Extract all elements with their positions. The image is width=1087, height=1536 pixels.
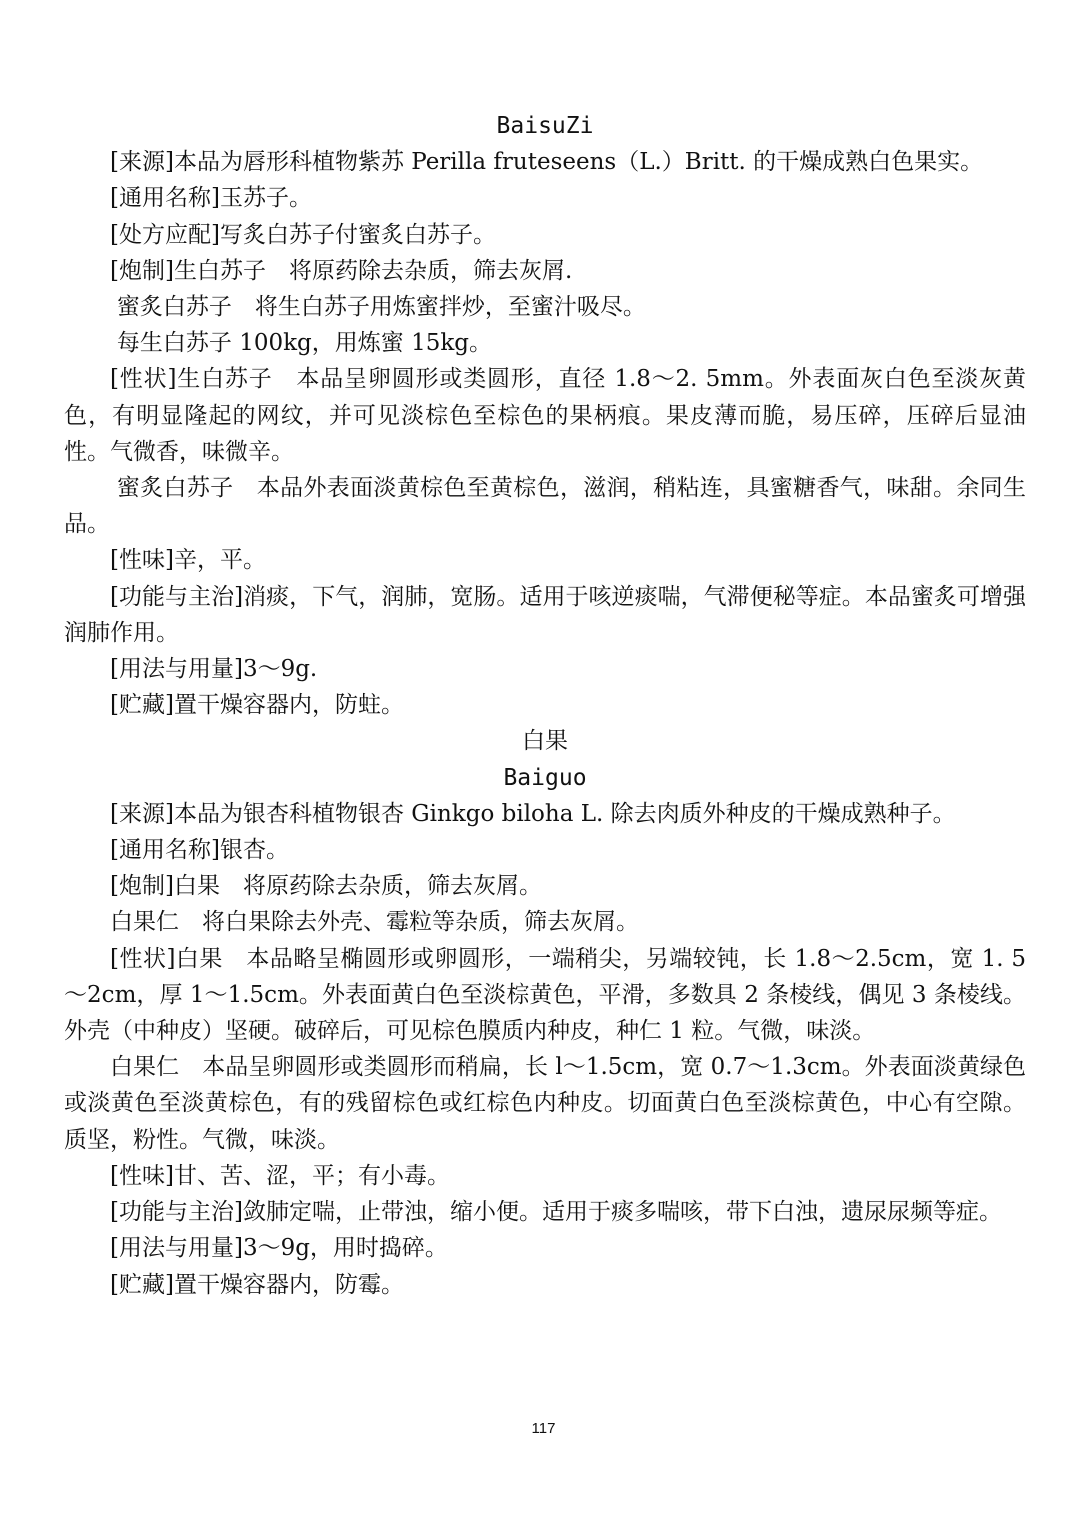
entry1-storage: [贮藏]置干燥容器内，防蛀。 [110, 692, 404, 719]
entry1-common-name: [通用名称]玉苏子。 [110, 185, 312, 212]
entry1-source: [来源]本品为唇形科植物紫苏 Perilla fruteseens（L.）Britt. 的干燥成熟白色果实。 [110, 149, 984, 176]
entry2-taste: [性味]甘、苦、涩，平；有小毒。 [110, 1162, 450, 1189]
entry2-description: [性状]白果 本品略呈椭圆形或卵圆形，一端稍尖，另端较钝，长 1.8～2.5cm，宽 1. 5～2cm，厚 1～1.5cm。外表面黄白色至淡棕黄色，平滑，多数具 2 条棱线，偶见 3 条棱线。外壳（中种皮）坚硬。破碎后，可见棕色膜质内种皮，种仁 1 粒。气微，味淡。 [64, 945, 1026, 1045]
entry2-processing: [炮制]白果 将原药除去杂质，筛去灰屑。 [110, 873, 542, 900]
entry2-dosage: [用法与用量]3～9g，用时捣碎。 [110, 1235, 448, 1262]
entry1-description-honey: 蜜炙白苏子 本品外表面淡黄棕色至黄棕色，滋润，稍粘连，具蜜糖香气，味甜。余同生品。 [64, 475, 1026, 538]
page-number: 117 [531, 1420, 556, 1437]
entry1-description: [性状]生白苏子 本品呈卵圆形或类圆形，直径 1.8～2. 5mm。外表面灰白色至淡灰黄色，有明显隆起的网纹，并可见淡棕色至棕色的果柄痕。果皮薄而脆，易压碎，压碎后显油性。气微香，味微辛。 [64, 366, 1026, 465]
entry2-description-kernel: 白果仁 本品呈卵圆形或类圆形而稍扁，长 l～1.5cm，宽 0.7～1.3cm。外表面淡黄绿色或淡黄色至淡黄棕色，有的残留棕色或红棕色内种皮。切面黄白色至淡棕黄色，中心有空隙。质坚，粉性。气微，味淡。 [64, 1054, 1026, 1153]
entry1-dosage: [用法与用量]3～9g. [110, 656, 318, 683]
entry2-title: 白果 [522, 728, 568, 755]
entry1-processing-honey: 蜜炙白苏子 将生白苏子用炼蜜拌炒，至蜜汁吸尽。 [116, 294, 646, 321]
entry2-source: [来源]本品为银杏科植物银杏 Ginkgo biloha L. 除去肉质外种皮的干燥成熟种子。 [110, 800, 956, 827]
entry1-pinyin: BaisuZi [496, 113, 594, 139]
entry1-processing: [炮制]生白苏子 将原药除去杂质，筛去灰屑. [110, 257, 573, 284]
entry2-storage: [贮藏]置干燥容器内，防霉。 [110, 1271, 404, 1298]
document-body [64, 108, 1026, 1303]
entry2-common-name: [通用名称]银杏。 [110, 837, 289, 864]
entry2-processing-kernel: 白果仁 将白果除去外壳、霉粒等杂质，筛去灰屑。 [110, 909, 639, 936]
entry1-processing-ratio: 每生白苏子 100kg，用炼蜜 15kg。 [116, 330, 492, 357]
entry1-function: [功能与主治]消痰，下气，润肺，宽肠。适用于咳逆痰喘，气滞便秘等症。本品蜜炙可增强润肺作用。 [64, 583, 1026, 646]
entry1-taste: [性味]辛，平。 [110, 547, 266, 574]
entry2-pinyin: Baiguo [503, 764, 587, 791]
entry1-prescription: [处方应配]写炙白苏子付蜜炙白苏子。 [110, 221, 496, 248]
entry2-function: [功能与主治]敛肺定喘，止带浊，缩小便。适用于痰多喘咳，带下白浊，遗尿尿频等症。 [110, 1199, 1002, 1226]
